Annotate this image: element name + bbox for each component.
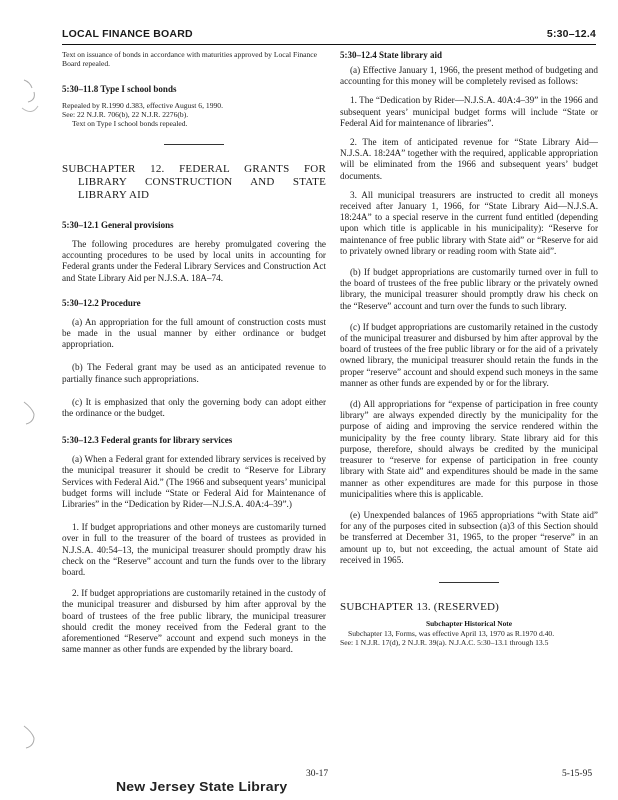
paragraph: 1. If budget appropriations and other moneys are customarily turned over in full to the treasurer of the board of trustees as provided in N.J.S.A. 40:54–13, the municipal treasurer should promptly draw his check on the “Reserve” account and turn the funds over to the library board. <box>62 522 326 578</box>
historical-note-heading: Subchapter Historical Note <box>425 618 513 628</box>
paragraph: 3. All municipal treasurers are instructed to credit all moneys received after January 1, 1966, for “State Library Aid—N.J.S.A. 18:24A” to a special reserve in the current fund entitled (depending upon which title is applicable in his municipality): “Reserve for maintenance of free public library with State aid” or “Reserve for aid to privately owned library or reading room with State aid”. <box>340 189 598 256</box>
historical-note: Subchapter 13, Forms, was effective April 13, 1970 as R.1970 d.40. <box>348 629 555 639</box>
section-5-30-12-1-heading: 5:30–12.1 General provisions <box>62 220 174 230</box>
right-column <box>340 50 598 647</box>
header-section-number: 5:30–12.4 <box>546 28 596 40</box>
paragraph: (c) If budget appropriations are customarily retained in the custody of the municipal treasurer and disbursed by him after approval by the board of trustees of the free public library or for the aid of a privately owned library, the municipal treasurer should retain the funds in the proper “reserve” account and should expend such moneys in the same manner as other funds are expended by or for the library. <box>340 321 598 388</box>
history-note: Text on Type I school bonds repealed. <box>72 119 188 128</box>
paragraph: (a) When a Federal grant for extended library services is received by the municipal treasurer it should be credit to “Reserve for Library Services with Federal Aid.” (The 1966 and subsequent years’ municipal budget forms will include “State or Federal Aid for Maintenance of Libraries” in the “Dedication by Rider—N.J.S.A. 40A:4–39”.) <box>62 454 326 510</box>
binder-hole-mark <box>20 78 42 104</box>
paragraph: 1. The “Dedication by Rider—N.J.S.A. 40A:4–39” in the 1966 and subsequent years’ municipal budget forms will include “State or Federal Aid for maintenance of libraries”. <box>340 95 598 128</box>
paragraph: 2. The item of anticipated revenue for “State Library Aid—N.J.S.A. 18:24A” together with the required, applicable appropriation will be eliminated from the 1966 and subsequent years’ budget documents. <box>340 137 598 181</box>
paragraph: (b) If budget appropriations are customarily turned over in full to the board of trustees of the free public library or the privately owned library, the municipal treasurer should promptly draw his check on the “Reserve” account and turn over the funds to such library. <box>340 267 598 311</box>
paragraph: (a) An appropriation for the full amount of construction costs must be made in the usual manner by either ordinance or budget appropriation. <box>62 316 326 350</box>
intro-note: Text on issuance of bonds in accordance with maturities approved by Local Finance Board repealed. <box>62 50 318 68</box>
page-number: 30-17 <box>306 769 329 779</box>
section-5-30-12-2-heading: 5:30–12.2 Procedure <box>62 297 141 308</box>
paragraph: (b) The Federal grant may be used as an anticipated revenue to partially finance such appropriations. <box>62 362 326 384</box>
paragraph: (c) It is emphasized that only the governing body can adopt either the ordinance or the budget. <box>62 396 326 419</box>
header-title: LOCAL FINANCE BOARD <box>62 28 193 40</box>
left-column <box>62 50 326 655</box>
paragraph: (a) Effective January 1, 1966, the present method of budgeting and accounting for this money will be completely revised as follows: <box>340 65 598 87</box>
running-header <box>62 24 596 45</box>
history-note: Repealed by R.1990 d.383, effective August 6, 1990. <box>62 101 223 110</box>
history-note: See: 22 N.J.R. 706(b), 22 N.J.R. 2276(b). <box>62 110 189 119</box>
subchapter-12-title: SUBCHAPTER 12. FEDERAL GRANTS FOR LIBRARY CONSTRUCTION AND STATE LIBRARY AID <box>62 163 326 201</box>
subchapter-13-title: SUBCHAPTER 13. (RESERVED) <box>340 600 500 613</box>
section-5-30-12-3-heading: 5:30–12.3 Federal grants for library services <box>62 435 233 446</box>
paragraph: (d) All appropriations for “expense of participation in free county library” are always expended directly by the municipality for the purpose of aiding and improving the service rendered within the municipality by the free county library. State library aid for this purpose, therefore, should always be credited by the municipal treasurer to “reserve for expense of participation in free county library with State aid” and expenditures should be made in the same manner as other expenditures are made for this purpose in those municipalities where this is applicable. <box>340 399 598 499</box>
binder-hole-mark <box>20 724 42 750</box>
paragraph: The following procedures are hereby promulgated covering the accounting procedures to be used by local units in accounting for Federal grants under the Federal Library Services and Construction Act and State Library Aid per N.J.S.A. 18A–74. <box>62 239 326 283</box>
paragraph: 2. If budget appropriations are customarily retained in the custody of the municipal treasurer and disbursed by him after approval by the board of trustees of the free public library, the municipal treasurer should credit the money received from the Federal grant to the aforementioned “Reserve” account and expend such moneys in the same manner as other funds are expended by the library board. <box>62 588 326 655</box>
binder-hole-mark <box>20 102 42 128</box>
historical-note: See: 1 N.J.R. 17(d), 2 N.J.R. 39(a). N.J.A.C. 5:30–13.1 through 13.5 <box>340 638 549 648</box>
section-5-30-12-4-heading: 5:30–12.4 State library aid <box>340 50 442 60</box>
section-5-30-11-8-heading: 5:30–11.8 Type I school bonds <box>62 84 177 94</box>
binder-hole-mark <box>20 400 42 426</box>
paragraph: (e) Unexpended balances of 1965 appropriations “with State aid” for any of the purposes cited in subsection (a)3 of this Section should be transferred at December 31, 1965, to the proper “reserve” in an amount up to, but not exceeding, the actual amount of State aid received in 1965. <box>340 509 598 565</box>
revision-date: 5-15-95 <box>562 769 593 779</box>
library-stamp: New Jersey State Library <box>116 778 288 794</box>
